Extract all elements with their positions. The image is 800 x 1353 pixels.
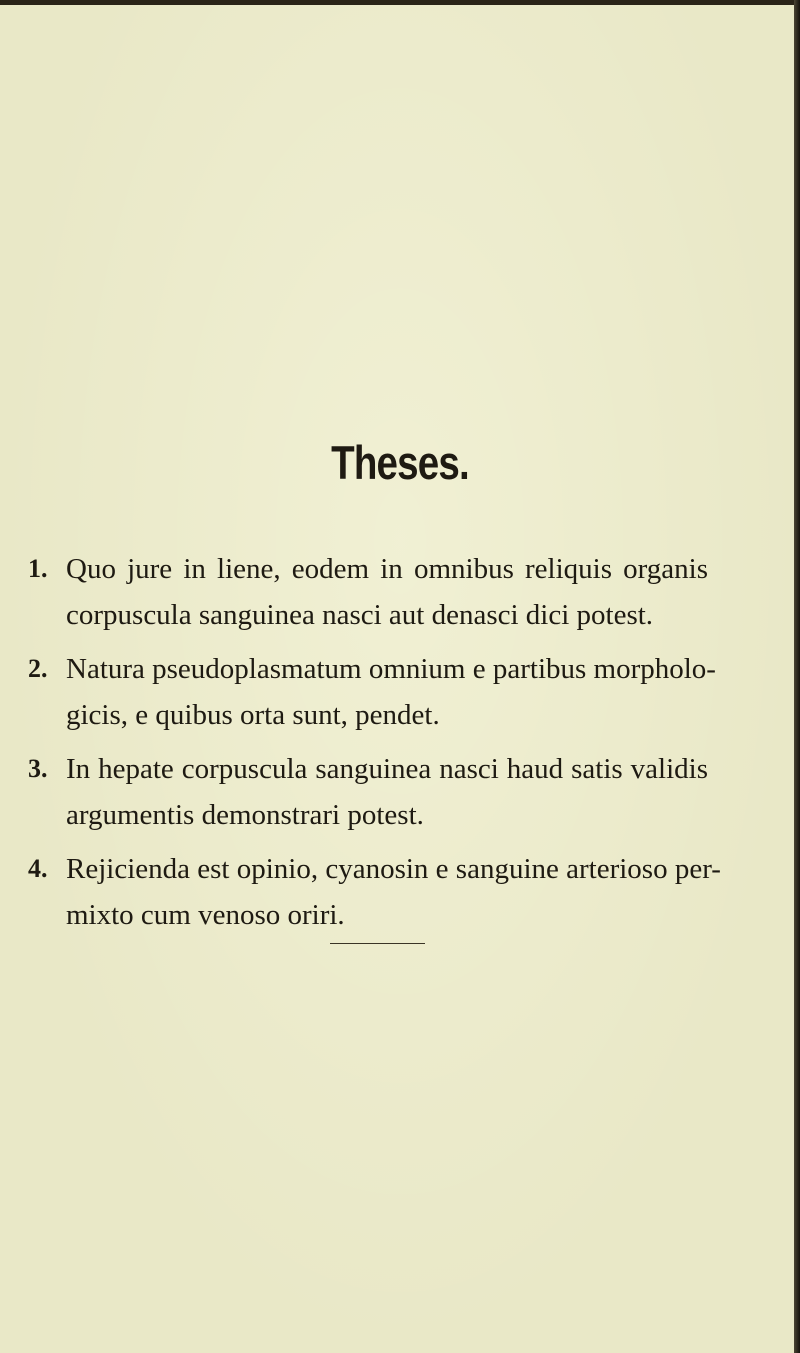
thesis-text-line: argumentis demonstrari potest. — [66, 799, 424, 831]
page-top-edge — [0, 0, 800, 5]
thesis-item-4 — [0, 852, 800, 952]
thesis-item-3 — [0, 752, 800, 852]
closing-rule-divider — [330, 943, 425, 944]
thesis-text-line: Natura pseudoplasmatum omnium e partibus morpholo- — [66, 653, 716, 685]
thesis-text-line: Rejicienda est opinio, cyanosin e sanguine arterioso per- — [66, 853, 721, 885]
thesis-text-line: gicis, e quibus orta sunt, pendet. — [66, 699, 440, 731]
thesis-text-line: mixto cum venoso oriri. — [66, 899, 345, 931]
thesis-number: 2. — [28, 654, 48, 683]
thesis-number: 3. — [28, 754, 48, 783]
thesis-text-line: In hepate corpuscula sanguinea nasci haud satis validis — [66, 753, 708, 785]
thesis-item-1 — [0, 552, 800, 652]
thesis-number: 4. — [28, 854, 48, 883]
thesis-item-2 — [0, 652, 800, 752]
thesis-text-line: Quo jure in liene, eodem in omnibus reliquis organis — [66, 553, 708, 585]
thesis-number: 1. — [28, 554, 48, 583]
thesis-text-line: corpuscula sanguinea nasci aut denasci dici potest. — [66, 599, 654, 631]
theses-list — [0, 552, 800, 952]
page-title: Theses. — [331, 436, 469, 489]
